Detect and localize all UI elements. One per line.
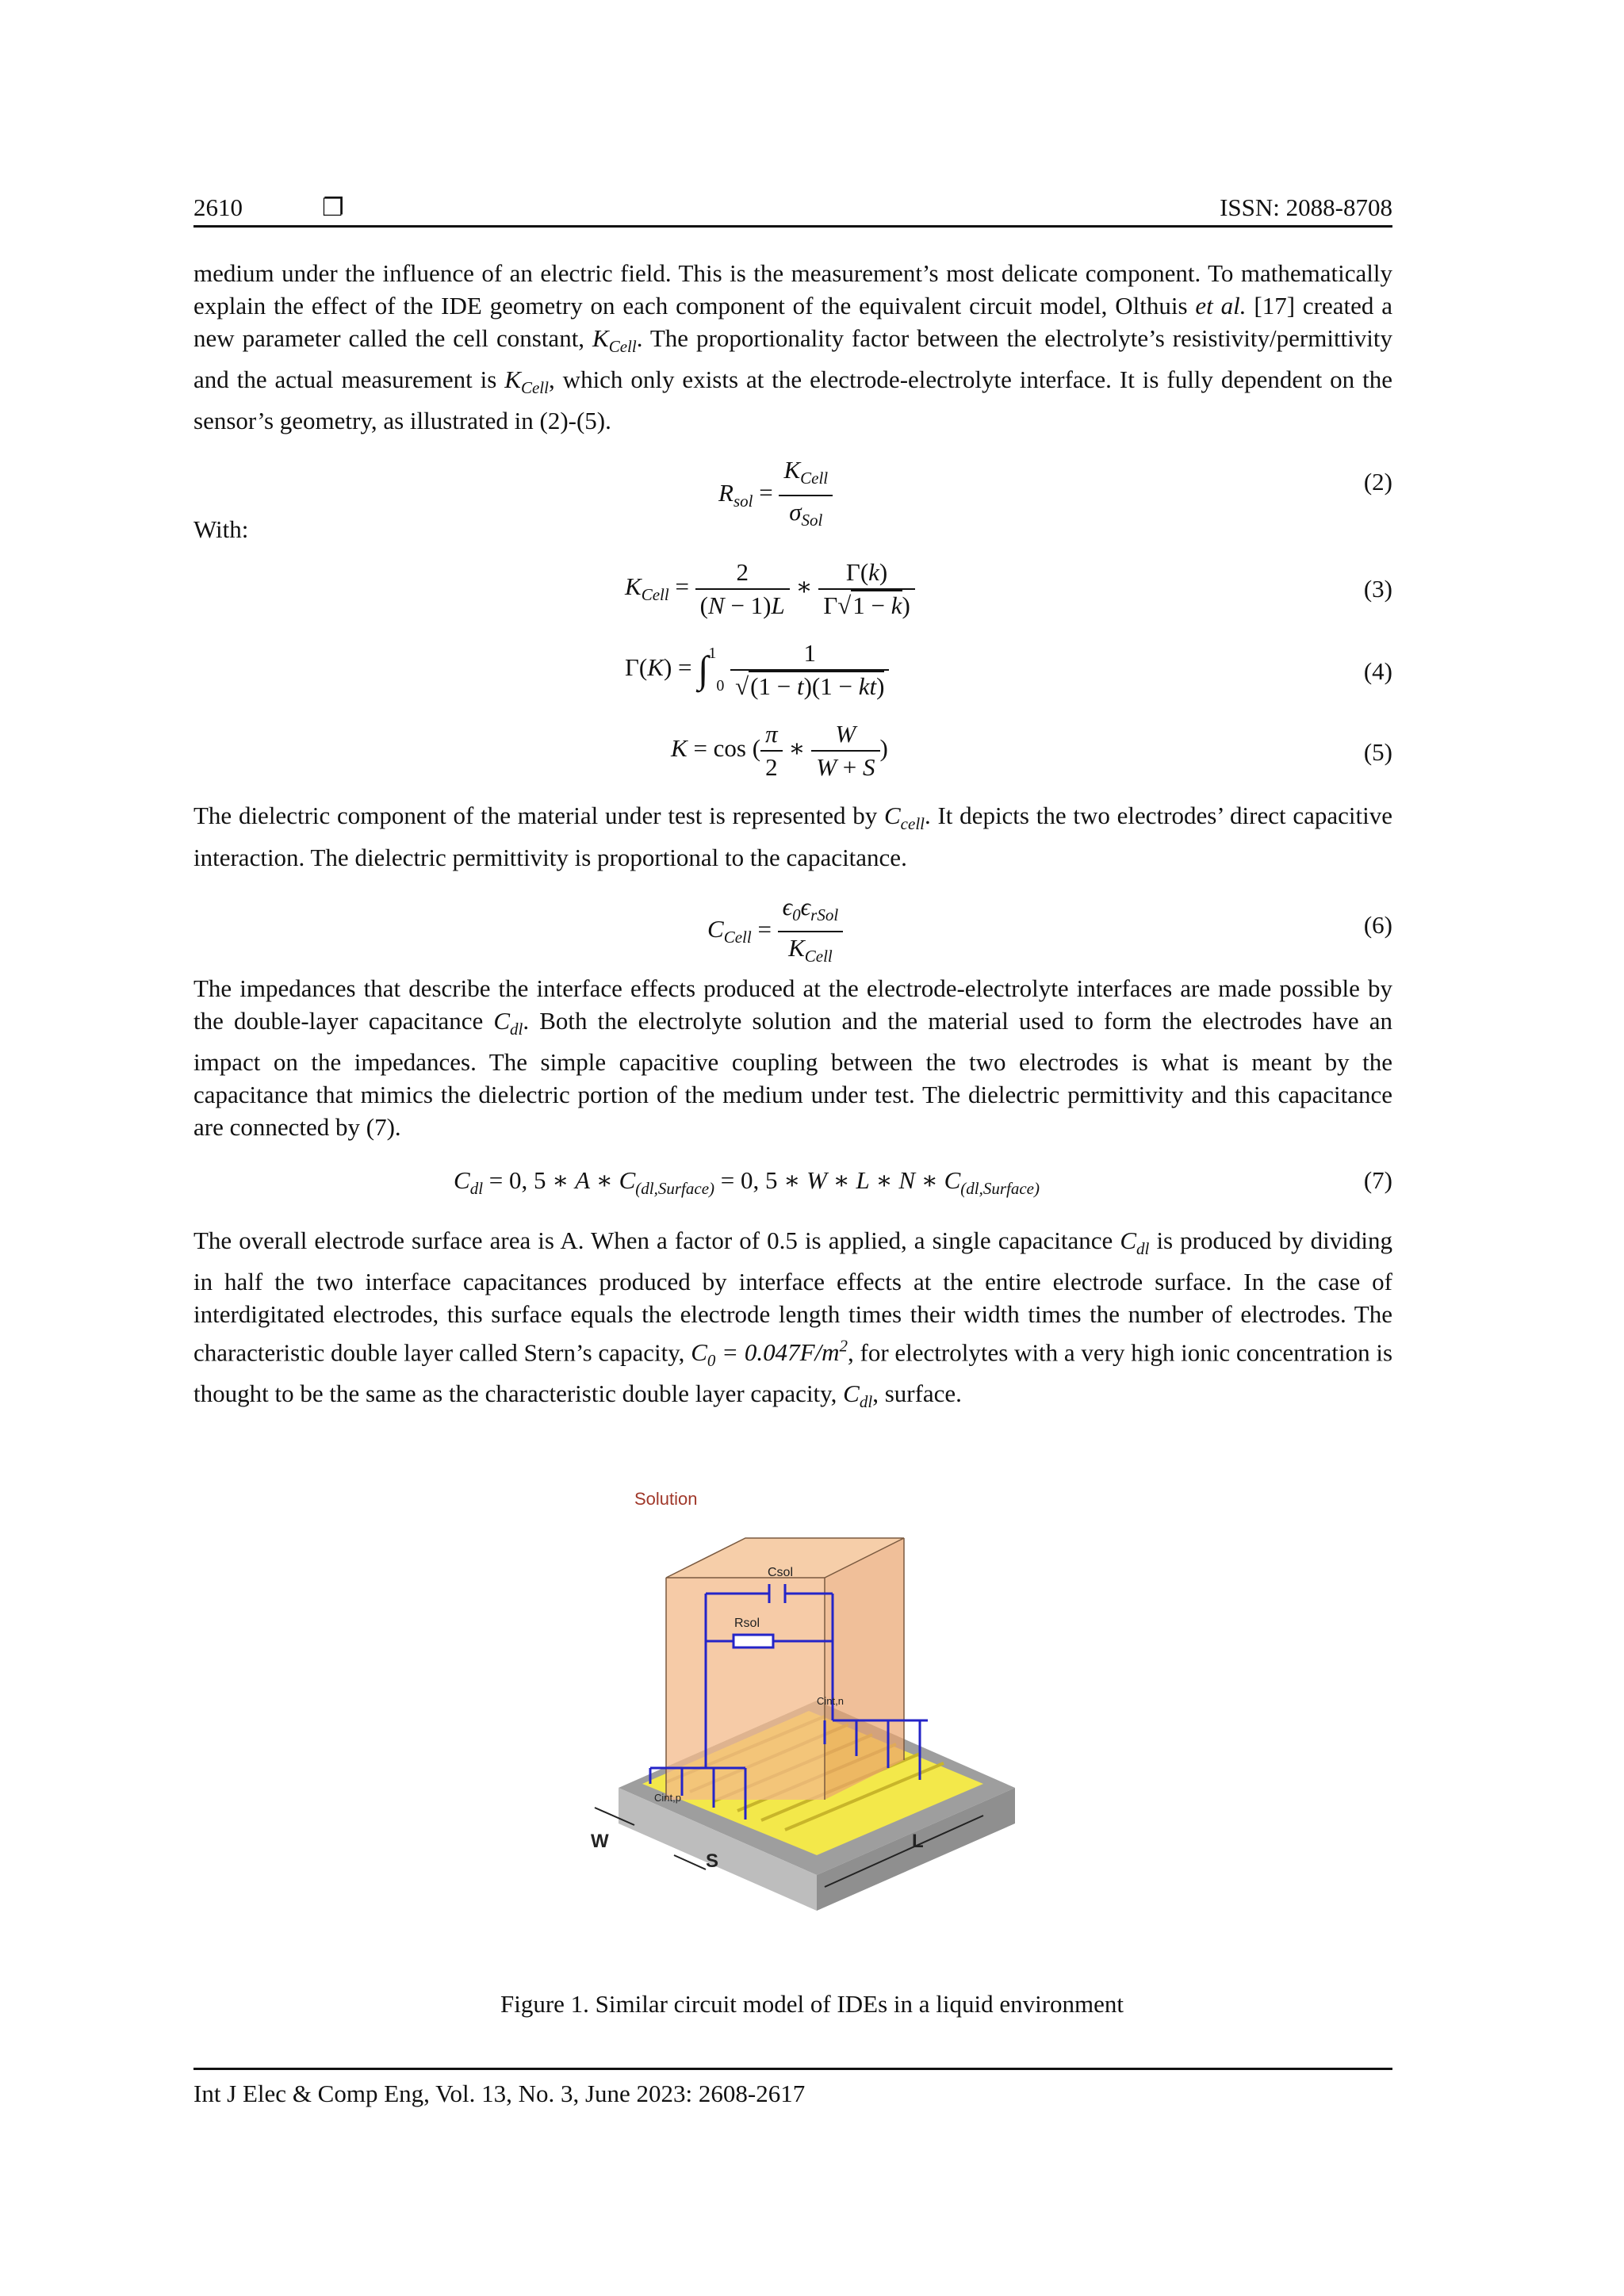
equation-5: K = cos ( $\frac{\pi}{2}$ ∗ $\frac{W}{W + S}$ ) (5) bbox=[671, 720, 1392, 782]
paragraph-1: medium under the influence of an electric field. This is the measurement’s most delicate component. To mathematically explain the effect of the IDE geometry on each component of the equivalent circuit model, Olthuis et al. [17] created a new parameter called the cell constant, $K_{Cell}$. The proportionality factor between the electrolyte’s resistivity/permittivity and the actual measurement is $K_{Cell}$, which only exists at the electrode-electrolyte interface. It is fully dependent on the sensor’s geometry, as illustrated in (2)-(5). bbox=[193, 259, 1393, 435]
equation-number: (6) bbox=[1363, 910, 1392, 939]
label-solution: Solution bbox=[634, 1489, 698, 1509]
page-footer: Int J Elec & Comp Eng, Vol. 13, No. 3, June 2023: 2608-2617 bbox=[193, 2068, 1392, 2108]
equation-3: $K_{Cell}$ = $\frac{2}{(N - 1)L}$ ∗ $\frac{\Gamma(k)}{\Gamma√1 - k)}$ (3) bbox=[625, 558, 1392, 620]
equation-2: $R_{sol}$ = $\frac{K_{Cell}}{\sigma_{Sol}}$ (2) bbox=[718, 456, 1392, 530]
equation-number: (5) bbox=[1363, 738, 1392, 767]
article-body bbox=[193, 257, 1392, 1419]
paragraph-2: The dielectric component of the material under test is represented by $C_{cell}$. It depicts the two electrodes’ direct capacitive interaction. The dielectric permittivity is proportional to the capacitance. bbox=[193, 802, 1393, 871]
equation-4: Γ(K) = ∫$^1$0 $\frac{1}{√(1 - t)(1 - kt)}$ (4) bbox=[625, 639, 1392, 701]
label-s: S bbox=[706, 1850, 719, 1872]
with-label: With: bbox=[193, 515, 249, 544]
ide-circuit-figure bbox=[587, 1483, 1047, 1958]
page-header bbox=[193, 190, 1392, 228]
paragraph-4: The overall electrode surface area is A. When a factor of 0.5 is applied, a single capacitance $C_{dl}$ is produced by dividing in half the two interface capacitances produced by interface effects at the entire electrode surface. In the case of interdigitated electrodes, this surface equals the electrode length times their width times the number of electrodes. The characteristic double layer called Stern’s capacity, $C_0 = 0.047F/m^2$, for electrolytes with a very high ionic concentration is thought to be the same as the characteristic double layer capacity, $C_{dl}$, surface. bbox=[193, 1226, 1393, 1412]
equation-number: (7) bbox=[1363, 1165, 1392, 1194]
equation-7: $C_{dl} = 0$, 5 ∗ A ∗ $C_{(dl,Surface)} = 0$, 5 ∗ W ∗ L ∗ N ∗ $C_{(dl,Surface)}$ (7) bbox=[193, 1164, 1392, 1203]
issn-label: ISSN: 2088-8708 bbox=[1220, 193, 1392, 221]
paragraph-3: The impedances that describe the interface effects produced at the electrode-electrolyte interfaces are made possible by the double-layer capacitance $C_{dl}$. Both the electrolyte solution and the material used to form the electrodes have an impact on the impedances. The simple capacitive coupling between the two electrodes is what is meant by the capacitance that mimics the dielectric portion of the medium under test. The dielectric permittivity and this capacitance are connected by (7). bbox=[193, 974, 1392, 1141]
label-r-sol: Rsol bbox=[734, 1617, 760, 1630]
equation-number: (2) bbox=[1363, 468, 1392, 496]
label-l: L bbox=[912, 1831, 924, 1852]
equation-number: (3) bbox=[1363, 575, 1392, 603]
equation-number: (4) bbox=[1363, 657, 1392, 686]
equation-6: $C_{Cell}$ = $\frac{\epsilon_0\epsilon_{rSol}}{K_{Cell}}$ (6) bbox=[707, 892, 1392, 966]
box-icon: ❐ bbox=[322, 193, 344, 221]
label-c-sol: Csol bbox=[768, 1566, 794, 1579]
label-c-int-n: Cint,n bbox=[817, 1695, 844, 1707]
page-number: 2610 bbox=[193, 193, 243, 221]
label-c-int-p: Cint,p bbox=[654, 1792, 681, 1804]
label-w: W bbox=[591, 1831, 609, 1852]
figure-caption: Figure 1. Similar circuit model of IDEs in a liquid environment bbox=[500, 1990, 1124, 2018]
